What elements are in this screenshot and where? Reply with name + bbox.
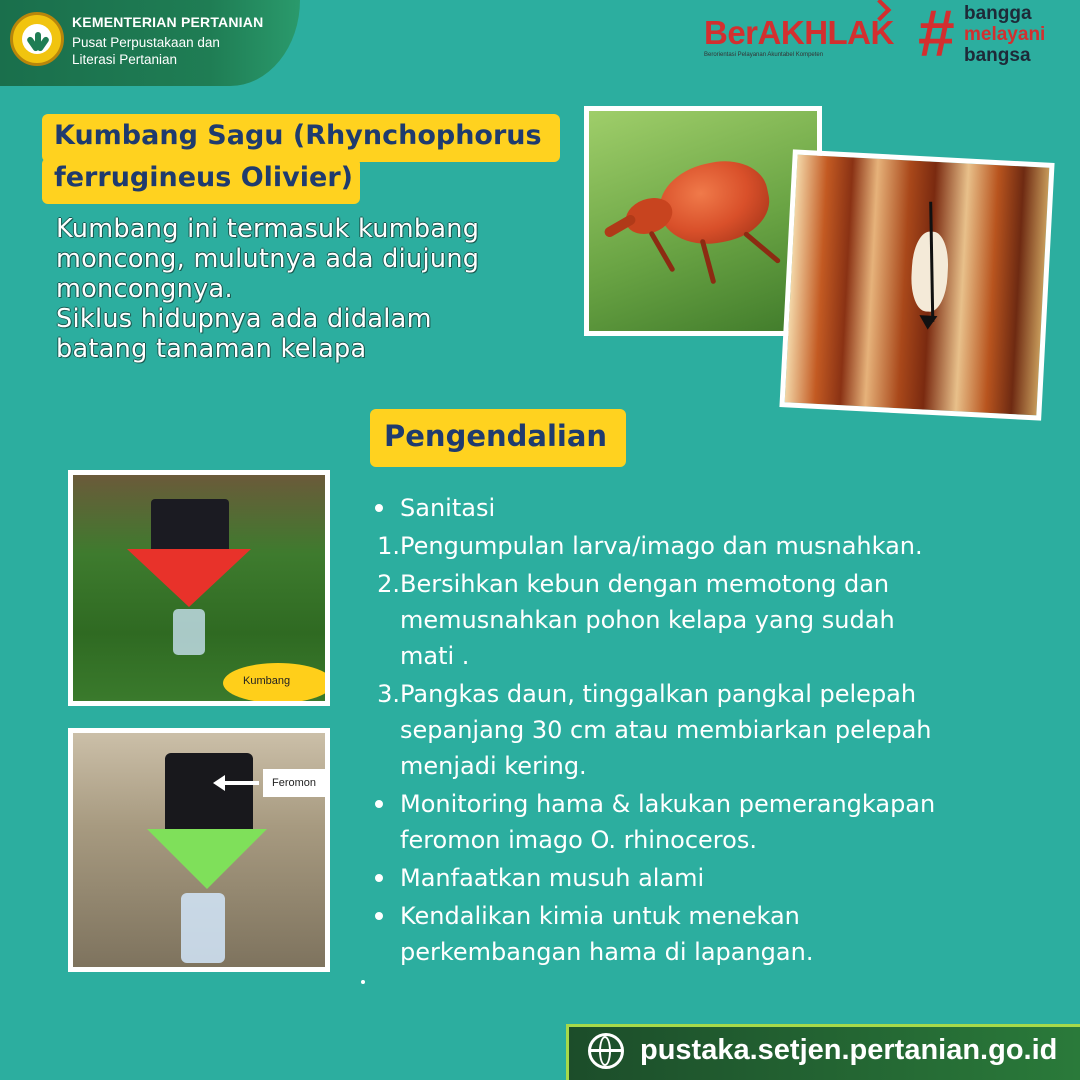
trunk-larva-photo <box>779 149 1054 420</box>
pheromone-label: Feromon <box>263 769 325 797</box>
hashtag-line-1: bangga <box>964 3 1032 24</box>
bullet-icon <box>375 874 383 882</box>
beetle-leg <box>743 231 781 264</box>
list-item-text: sepanjang 30 cm atau membiarkan pelepah <box>400 716 932 744</box>
arrow-icon <box>223 781 259 785</box>
list-item-text: Manfaatkan musuh alami <box>400 864 705 892</box>
bullet-icon <box>375 504 383 512</box>
list-item-text: Kendalikan kimia untuk menekan <box>400 902 800 930</box>
list-number: 1. <box>377 532 400 560</box>
globe-icon <box>588 1033 624 1069</box>
arrow-head-icon <box>213 775 225 791</box>
trap-funnel <box>127 549 251 607</box>
description-line: moncong, mulutnya ada diujung <box>56 244 480 274</box>
description-line: Siklus hidupnya ada didalam <box>56 304 432 334</box>
website-url[interactable]: pustaka.setjen.pertanian.go.id <box>640 1034 1058 1066</box>
list-item-text: Pengumpulan larva/imago dan musnahkan. <box>400 532 923 560</box>
trap-photo-1 <box>68 470 330 706</box>
list-item-text: menjadi kering. <box>400 752 587 780</box>
ministry-seal-icon <box>10 12 64 66</box>
bullet-dot <box>361 980 365 984</box>
unit-name-line1: Pusat Perpustakaan dan <box>72 35 220 50</box>
trap-bottle <box>181 893 225 963</box>
list-number: 2. <box>377 570 400 598</box>
berakhlak-logo: BerAKHLAK <box>704 14 894 51</box>
unit-name-line2: Literasi Pertanian <box>72 52 178 67</box>
beetle-leg <box>700 239 717 285</box>
list-item-text: memusnahkan pohon kelapa yang sudah <box>400 606 895 634</box>
list-item-text: perkembangan hama di lapangan. <box>400 938 814 966</box>
trap-cap <box>151 499 229 555</box>
list-item-text: feromon imago O. rhinoceros. <box>400 826 757 854</box>
title-line-1: Kumbang Sagu (Rhynchophorus <box>42 114 560 162</box>
list-item-text: Sanitasi <box>400 494 496 522</box>
hashtag-line-3: bangsa <box>964 45 1031 66</box>
list-item-text: Pangkas daun, tinggalkan pangkal pelepah <box>400 680 917 708</box>
beetle-body <box>652 152 776 253</box>
bullet-icon <box>375 800 383 808</box>
hashtag-symbol: # <box>918 0 955 70</box>
ministry-name: KEMENTERIAN PERTANIAN <box>72 14 264 30</box>
trap-photo-2 <box>68 728 330 972</box>
description-line: Kumbang ini termasuk kumbang <box>56 214 480 244</box>
berakhlak-tagline: Berorientasi Pelayanan Akuntabel Kompeten <box>704 52 824 58</box>
beetle-leg <box>648 230 675 272</box>
description-line: moncongnya. <box>56 274 233 304</box>
list-item-text: Bersihkan kebun dengan memotong dan <box>400 570 890 598</box>
description-line: batang tanaman kelapa <box>56 334 367 364</box>
list-number: 3. <box>377 680 400 708</box>
callout-label: Kumbang <box>243 675 291 687</box>
bullet-icon <box>375 912 383 920</box>
trap-funnel <box>147 829 267 889</box>
trap-cap <box>165 753 253 839</box>
list-item-text: Monitoring hama & lakukan pemerangkapan <box>400 790 936 818</box>
hashtag-line-2: melayani <box>964 24 1046 45</box>
title-line-2: ferrugineus Olivier) <box>42 158 360 204</box>
arrow-head-icon <box>919 315 938 330</box>
list-item-text: mati . <box>400 642 470 670</box>
trap-bottle <box>173 609 205 655</box>
section-title: Pengendalian <box>370 409 626 467</box>
